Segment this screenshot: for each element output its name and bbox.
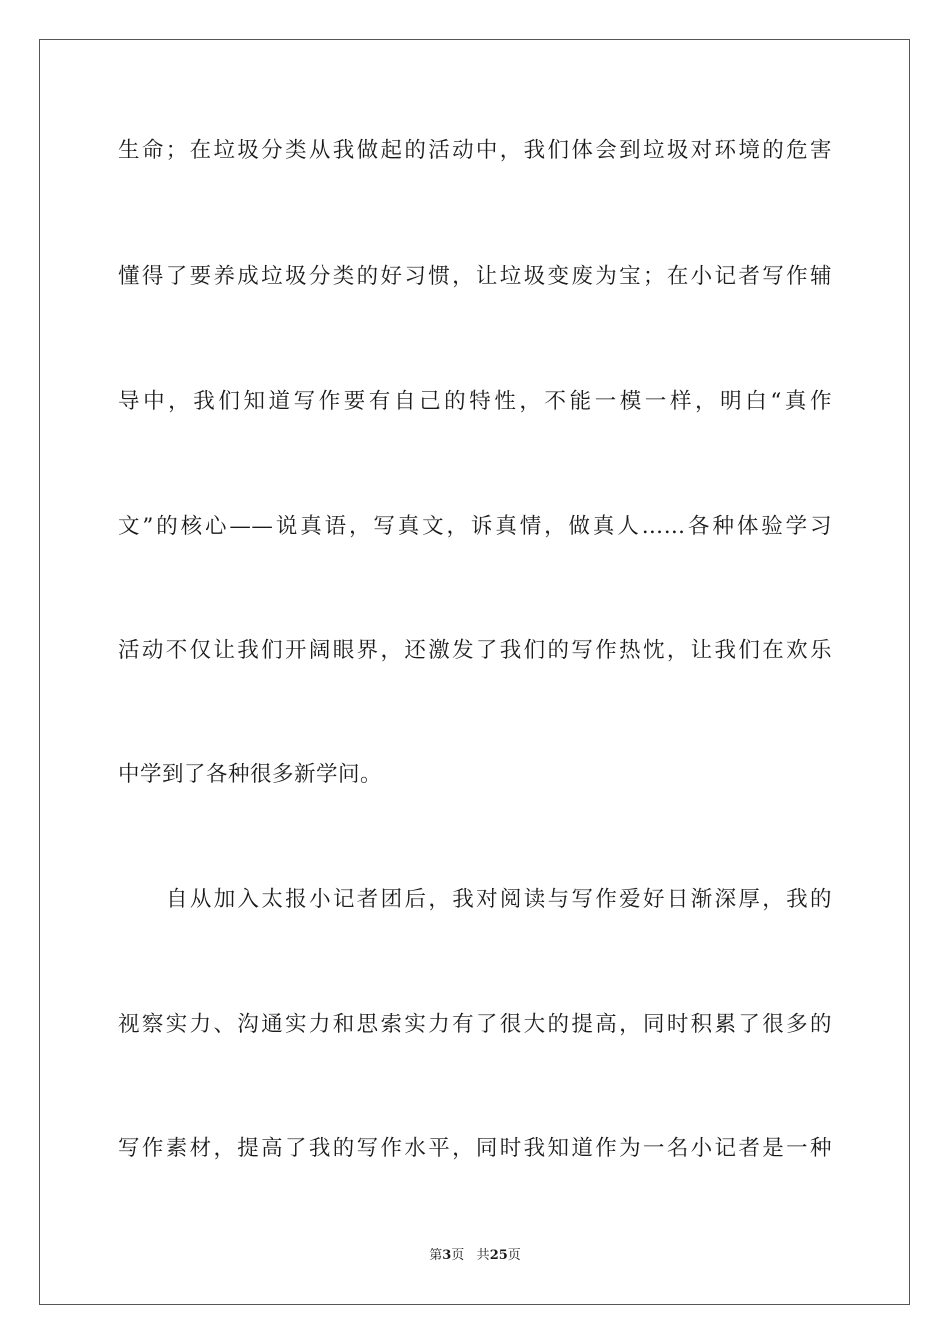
body-line-2: 懂得了要养成垃圾分类的好习惯，让垃圾变废为宝；在小记者写作辅 <box>118 264 832 289</box>
body-line-4: 文”的核心——说真语，写真文，诉真情，做真人……各种体验学习 <box>118 514 832 539</box>
total-suffix: 页 <box>507 1248 521 1263</box>
page-number: 3 <box>442 1248 452 1263</box>
page-border <box>39 39 910 1305</box>
page-prefix: 第 <box>429 1248 443 1263</box>
body-line-6: 中学到了各种很多新学问。 <box>118 762 383 787</box>
body-line-3: 导中，我们知道写作要有自己的特性，不能一模一样，明白“真作 <box>118 389 832 414</box>
total-pages: 25 <box>489 1248 508 1263</box>
body-line-9: 写作素材，提高了我的写作水平，同时我知道作为一名小记者是一种 <box>118 1136 832 1161</box>
page-footer <box>0 1247 950 1265</box>
body-line-8: 视察实力、沟通实力和思索实力有了很大的提高，同时积累了很多的 <box>118 1012 832 1037</box>
body-line-5: 活动不仅让我们开阔眼界，还激发了我们的写作热忱，让我们在欢乐 <box>118 638 832 663</box>
body-line-1: 生命；在垃圾分类从我做起的活动中，我们体会到垃圾对环境的危害 <box>118 138 832 163</box>
page-suffix: 页 <box>451 1248 465 1263</box>
total-prefix: 共 <box>476 1248 490 1263</box>
body-line-7: 自从加入太报小记者团后，我对阅读与写作爱好日渐深厚，我的 <box>166 887 832 912</box>
